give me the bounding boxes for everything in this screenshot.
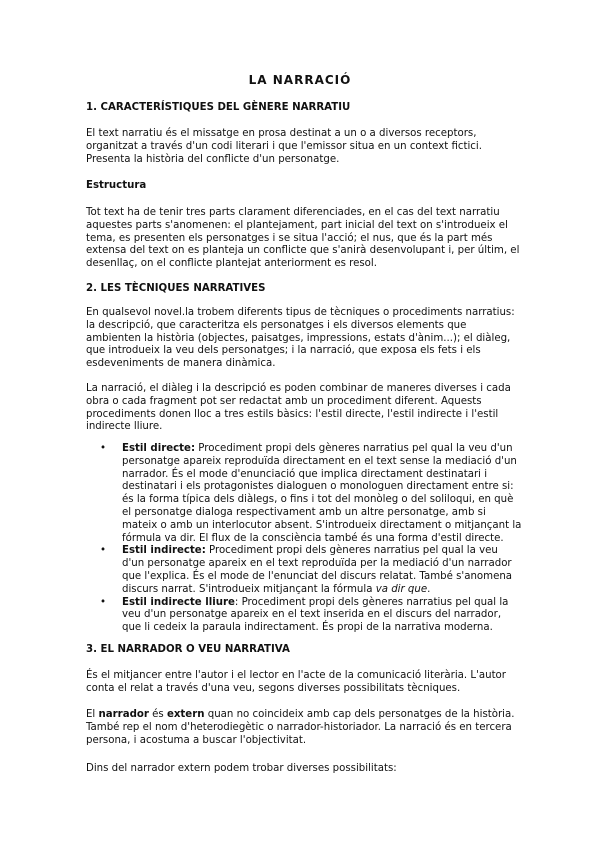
section-2-paragraph-2: La narració, el diàleg i la descripció es poden combinar de maneres diverses i cada obra o cada fragment pot ser redactat amb un procediment diferent. Aquests procediments donen lloc a tres estils bàsics: l'estil directe, l'estil indirecte i l'estil indirecte lliure. — [86, 383, 511, 433]
section-2-heading: 2. LES TÈCNIQUES NARRATIVES — [86, 283, 266, 294]
structure-paragraph: Tot text ha de tenir tres parts clarament diferenciades, en el cas del text narratiu aquestes parts s'anomenen: el plantejament, part inicial del text on s'introdueix el tema, es presenten els personatges i se situa l'acció; el nus, que és la part més extensa del text on es planteja un conflicte que s'anirà desenvolupant i, per últim, el desenllaç, on el conflicte plantejat anteriorment es resol. — [86, 207, 520, 270]
section-3-paragraph-2 — [86, 709, 522, 747]
bullet-icon: • — [100, 596, 107, 608]
structure-heading: Estructura — [86, 180, 147, 191]
narrative-styles-list — [86, 443, 522, 635]
section-2-paragraph-1: En qualsevol novel.la trobem diferents tipus de tècniques o procediments narratius: la descripció, que caracteritza els personatges i els diversos elements que ambienten la història (objectes, paisatges, impressions, estats d'ànim...); el diàleg, que introdueix la veu dels personatges; i la narració, que exposa els fets i els esdeveniments de manera dinàmica. — [86, 307, 515, 370]
free-indirect-style-text: : Procediment propi dels gèneres narratius pel qual la veu d'un personatge apareix en el text inserida en el discurs del narrador, que li cedeix la paraula indirectament. És propi de la narrativa moderna. — [122, 596, 509, 634]
bullet-icon: • — [100, 443, 107, 454]
narrator-pre: El — [86, 709, 99, 720]
indirect-style-formula: va dir que — [375, 583, 428, 595]
list-item-free-indirect-style — [86, 597, 522, 635]
list-item-direct-style — [86, 443, 522, 545]
section-3-heading: 3. EL NARRADOR O VEU NARRATIVA — [86, 644, 290, 655]
free-indirect-style-term: Estil indirecte lliure — [122, 596, 235, 608]
indirect-style-tail: . — [427, 583, 431, 595]
section-3-paragraph-3: Dins del narrador extern podem trobar diverses possibilitats: — [86, 763, 397, 774]
document-title: LA NARRACIÓ — [248, 73, 352, 87]
narrator-post: quan no coincideix amb cap dels personatges de la història. També rep el nom d'heterodiegètic o narrador-historiador. La narració és en tercera persona, i acostuma a buscar l'objectivitat. — [86, 709, 515, 746]
narrator-mid: és — [148, 709, 167, 720]
indirect-style-term: Estil indirecte: — [122, 545, 206, 557]
indirect-style-text: Procediment propi dels gèneres narratius pel qual la veu d'un personatge apareix en el text reproduïda per la mediació d'un narrador que l'explica. És el mode de l'enunciat del discurs relatat. També s'anomena discurs narrat. S'introdueix mitjançant la fórmula — [122, 545, 513, 595]
direct-style-text: Procediment propi dels gèneres narratius pel qual la veu d'un personatge apareix reproduïda directament en el text sense la mediació d'un narrador. És el mode d'enunciació que implica directament destinatari i destinatari i els protagonistes dialoguen o monologuen directament entre si: és la forma típica dels diàlegs, o fins i tot del monòleg o del soliloqui, en què el personatge dialoga respectivament amb un altre personatge, amb si mateix o amb un interlocutor absent. S'introdueix directament o mitjançant la fórmula va dir. El flux de la consciència també és una forma d'estil directe. — [122, 443, 522, 544]
section-3-paragraph-1: És el mitjancer entre l'autor i el lector en l'acte de la comunicació literària. L'autor conta el relat a través d'una veu, segons diverses possibilitats tècniques. — [86, 670, 506, 694]
narrator-term: narrador — [98, 709, 149, 720]
list-item-indirect-style — [86, 545, 522, 596]
section-1-heading: 1. CARACTERÍSTIQUES DEL GÈNERE NARRATIU — [86, 102, 351, 113]
direct-style-term: Estil directe: — [122, 443, 196, 454]
bullet-icon: • — [100, 545, 107, 557]
extern-term: extern — [166, 709, 205, 720]
section-1-intro: El text narratiu és el missatge en prosa destinat a un o a diversos receptors, organitzat a través d'un codi literari i que l'emissor situa en un context fictici. Presenta la història del conflicte d'un personatge. — [86, 128, 482, 165]
